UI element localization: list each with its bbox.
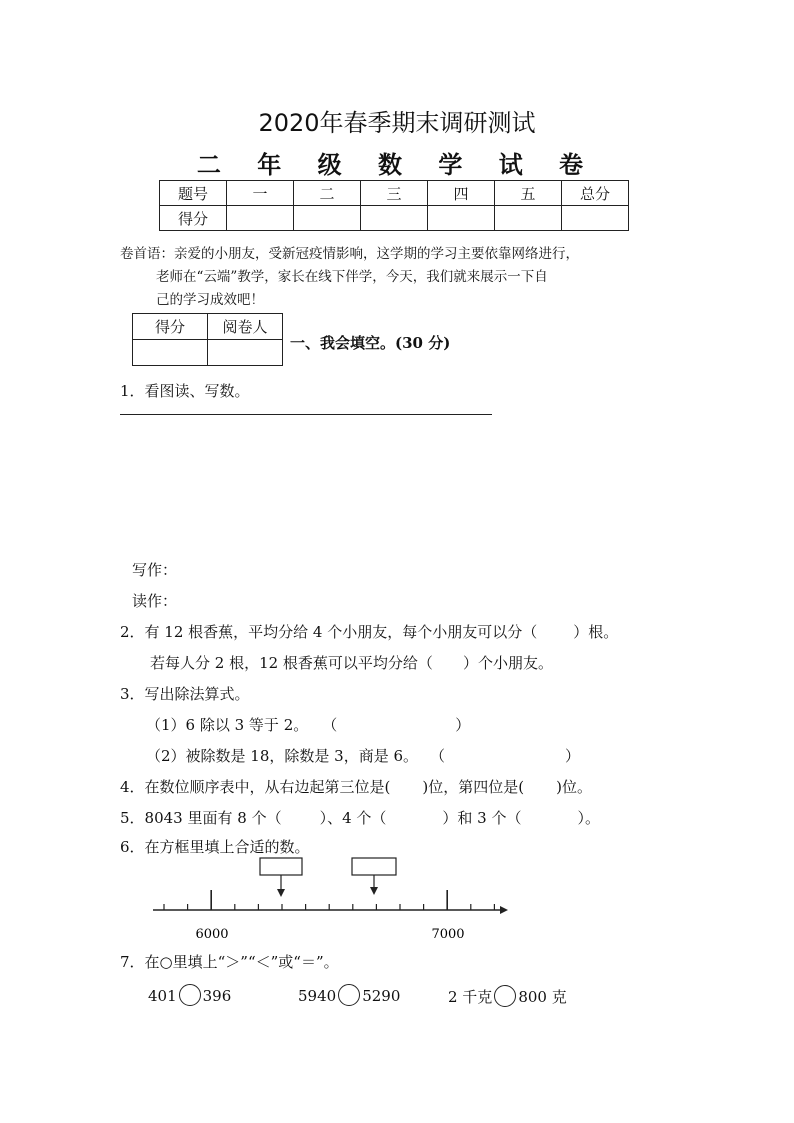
section1-title: 一、我会填空。(30 分) bbox=[290, 334, 451, 352]
q2-line2 bbox=[150, 652, 553, 673]
q2-line1-a: 2．有 12 根香蕉，平均分给 4 个小朋友，每个小朋友可以分（ bbox=[120, 623, 538, 641]
score-cell: 五 bbox=[495, 181, 562, 206]
preface-line3: 己的学习成效吧！ bbox=[156, 292, 264, 308]
score-input-cell[interactable] bbox=[361, 206, 428, 231]
q5-line bbox=[120, 807, 600, 828]
compare-1-left: 401 bbox=[148, 987, 177, 1005]
score-table-score-row bbox=[160, 206, 629, 231]
q2-line2-a: 若每人分 2 根，12 根香蕉可以平均分给（ bbox=[150, 654, 433, 672]
compare-circle-1[interactable] bbox=[179, 984, 201, 1006]
score-cell: 得分 bbox=[160, 206, 227, 231]
q5-a: 5．8043 里面有 8 个（ bbox=[120, 809, 282, 827]
q3-sub1-close: ） bbox=[455, 716, 471, 734]
score-cell: 二 bbox=[294, 181, 361, 206]
number-line-figure bbox=[150, 855, 520, 945]
q3-sub1-open: （ bbox=[322, 716, 338, 734]
compare-2-right: 5290 bbox=[362, 987, 401, 1005]
q7-compare-2 bbox=[298, 986, 400, 1008]
q3-text: 3．写出除法算式。 bbox=[120, 685, 250, 703]
q1-write-label: 写作： bbox=[132, 561, 178, 579]
score-cell: 题号 bbox=[160, 181, 227, 206]
q4-b: )位，第四位是( bbox=[422, 778, 525, 796]
exam-subtitle: 二 年 级 数 学 试 卷 bbox=[196, 150, 598, 179]
q4-a: 4．在数位顺序表中，从右边起第三位是( bbox=[120, 778, 391, 796]
q5-d: ）。 bbox=[577, 809, 600, 827]
q2-line1-b: ）根。 bbox=[573, 623, 619, 641]
q6-text: 6．在方框里填上合适的数。 bbox=[120, 838, 310, 856]
q3-sub2-open: （ bbox=[430, 747, 446, 765]
tick-label-6000: 6000 bbox=[195, 927, 229, 942]
q7-text: 7．在○里填上“＞”“＜”或“＝”。 bbox=[120, 953, 339, 971]
preface-label: 卷首语： bbox=[120, 246, 174, 262]
axis-arrow-head bbox=[500, 906, 508, 914]
q3-sub2-close: ） bbox=[565, 747, 581, 765]
grader-reviewer-label: 阅卷人 bbox=[208, 314, 283, 340]
grader-table bbox=[132, 313, 283, 366]
q5-b: ）、4 个（ bbox=[319, 809, 387, 827]
compare-1-right: 396 bbox=[202, 987, 232, 1005]
score-input-cell[interactable] bbox=[562, 206, 629, 231]
q7-compare-3 bbox=[448, 986, 567, 1009]
score-input-cell[interactable] bbox=[227, 206, 294, 231]
preface-line1: 亲爱的小朋友，受新冠疫情影响，这学期的学习主要依靠网络进行， bbox=[174, 246, 579, 262]
compare-2-left: 5940 bbox=[298, 987, 337, 1005]
answer-box-2[interactable] bbox=[352, 858, 396, 875]
q7-compare-1 bbox=[148, 986, 231, 1008]
q2-line1 bbox=[120, 621, 618, 642]
q1-read-label: 读作： bbox=[132, 592, 178, 610]
q1-text: 1．看图读、写数。 bbox=[120, 382, 250, 400]
preface-line2: 老师在“云端”教学，家长在线下伴学，今天，我们就来展示一下自 bbox=[156, 269, 548, 285]
grader-score-label: 得分 bbox=[133, 314, 208, 340]
preface bbox=[120, 243, 680, 312]
grader-score-cell[interactable] bbox=[133, 340, 208, 366]
grader-reviewer-cell[interactable] bbox=[208, 340, 283, 366]
q1-underline bbox=[120, 414, 492, 415]
arrow-2-head bbox=[370, 887, 378, 895]
q3-sub1-a: （1）6 除以 3 等于 2。 bbox=[146, 716, 309, 734]
score-cell: 三 bbox=[361, 181, 428, 206]
arrow-1-head bbox=[277, 889, 285, 897]
compare-3-left: 2 千克 bbox=[448, 988, 493, 1006]
q3-sub1 bbox=[146, 714, 470, 735]
score-table bbox=[159, 180, 629, 231]
answer-box-1[interactable] bbox=[260, 858, 302, 875]
exam-title: 2020年春季期末调研测试 bbox=[258, 109, 536, 137]
q3-sub2-a: （2）被除数是 18，除数是 3，商是 6。 bbox=[146, 747, 419, 765]
score-cell: 一 bbox=[227, 181, 294, 206]
score-input-cell[interactable] bbox=[428, 206, 495, 231]
compare-3-right: 800 克 bbox=[518, 988, 567, 1006]
q4-line bbox=[120, 776, 592, 797]
compare-circle-3[interactable] bbox=[494, 985, 516, 1007]
tick-label-7000: 7000 bbox=[431, 927, 465, 942]
score-input-cell[interactable] bbox=[495, 206, 562, 231]
q4-c: )位。 bbox=[556, 778, 592, 796]
q3-sub2 bbox=[146, 745, 580, 766]
score-input-cell[interactable] bbox=[294, 206, 361, 231]
score-cell: 总分 bbox=[562, 181, 629, 206]
compare-circle-2[interactable] bbox=[338, 984, 360, 1006]
q2-line2-b: ）个小朋友。 bbox=[462, 654, 553, 672]
score-table-header-row bbox=[160, 181, 629, 206]
number-line-ticks bbox=[164, 890, 494, 910]
score-cell: 四 bbox=[428, 181, 495, 206]
q5-c: ）和 3 个（ bbox=[442, 809, 522, 827]
